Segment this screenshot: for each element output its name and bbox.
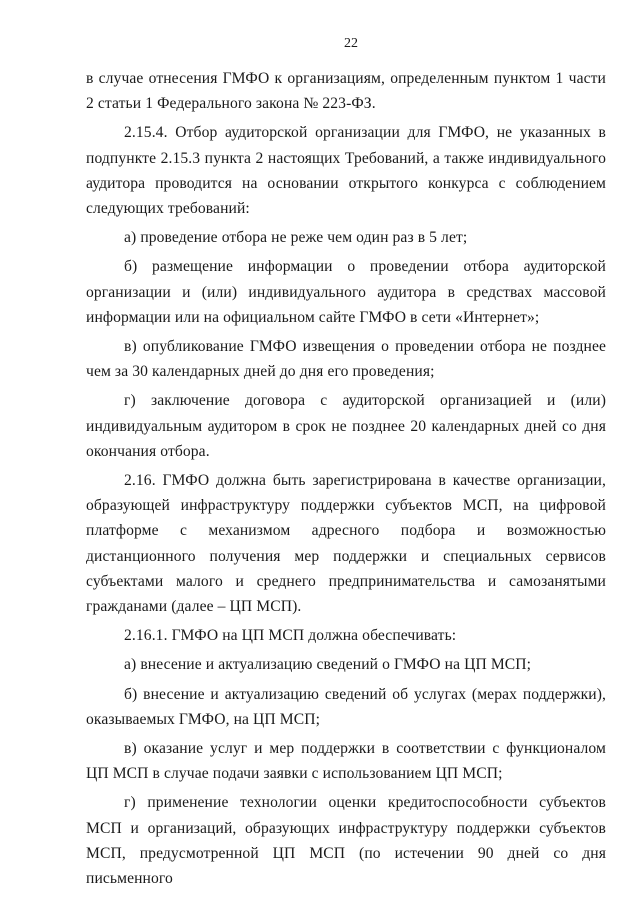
list-item-v: в) опубликование ГМФО извещения о проведении отбора не позднее чем за 30 календарных дней до дня его проведения; <box>86 338 606 381</box>
list-item-a: а) проведение отбора не реже чем один раз в 5 лет; <box>124 229 468 247</box>
list-item-b: б) размещение информации о проведении отбора аудиторской организации и (или) индивидуального аудитора в средствах массовой информации или на официальном сайте ГМФО в сети «Интернет»; <box>86 258 606 326</box>
list-item-g: г) заключение договора с аудиторской организацией и (или) индивидуальным аудитором в срок не позднее 20 календарных дней со дня окончания отбора. <box>86 392 606 460</box>
list-item-v-2: в) оказание услуг и мер поддержки в соответствии с функционалом ЦП МСП в случае подачи заявки с использованием ЦП МСП; <box>86 740 606 783</box>
list-item-a-2: а) внесение и актуализацию сведений о ГМФО на ЦП МСП; <box>124 656 532 674</box>
paragraph-2-15-4: 2.15.4. Отбор аудиторской организации для ГМФО, не указанных в подпункте 2.15.3 пункта 2 настоящих Требований, а также индивидуального аудитора проводится на основании открытого конкурса с соблюдением следующих требований: <box>86 124 606 218</box>
paragraph-continuation: в случае отнесения ГМФО к организациям, определенным пунктом 1 части 2 статьи 1 Федерального закона № 223-ФЗ. <box>86 70 606 113</box>
paragraph-2-16: 2.16. ГМФО должна быть зарегистрирована в качестве организации, образующей инфраструктуру поддержки субъектов МСП, на цифровой платформе с механизмом адресного подбора и возможностью дистанционного получения мер поддержки и специальных сервисов субъектами малого и среднего предпринимательства и самозанятыми гражданами (далее – ЦП МСП). <box>86 472 606 616</box>
page-number: 22 <box>344 36 358 51</box>
paragraph-2-16-1: 2.16.1. ГМФО на ЦП МСП должна обеспечивать: <box>124 627 457 645</box>
list-item-g-2: г) применение технологии оценки кредитоспособности субъектов МСП и организаций, образующих инфраструктуру поддержки субъектов МСП, предусмотренной ЦП МСП (по истечении 90 дней со дня письменного <box>86 794 606 888</box>
list-item-b-2: б) внесение и актуализацию сведений об услугах (мерах поддержки), оказываемых ГМФО, на ЦП МСП; <box>86 685 606 728</box>
